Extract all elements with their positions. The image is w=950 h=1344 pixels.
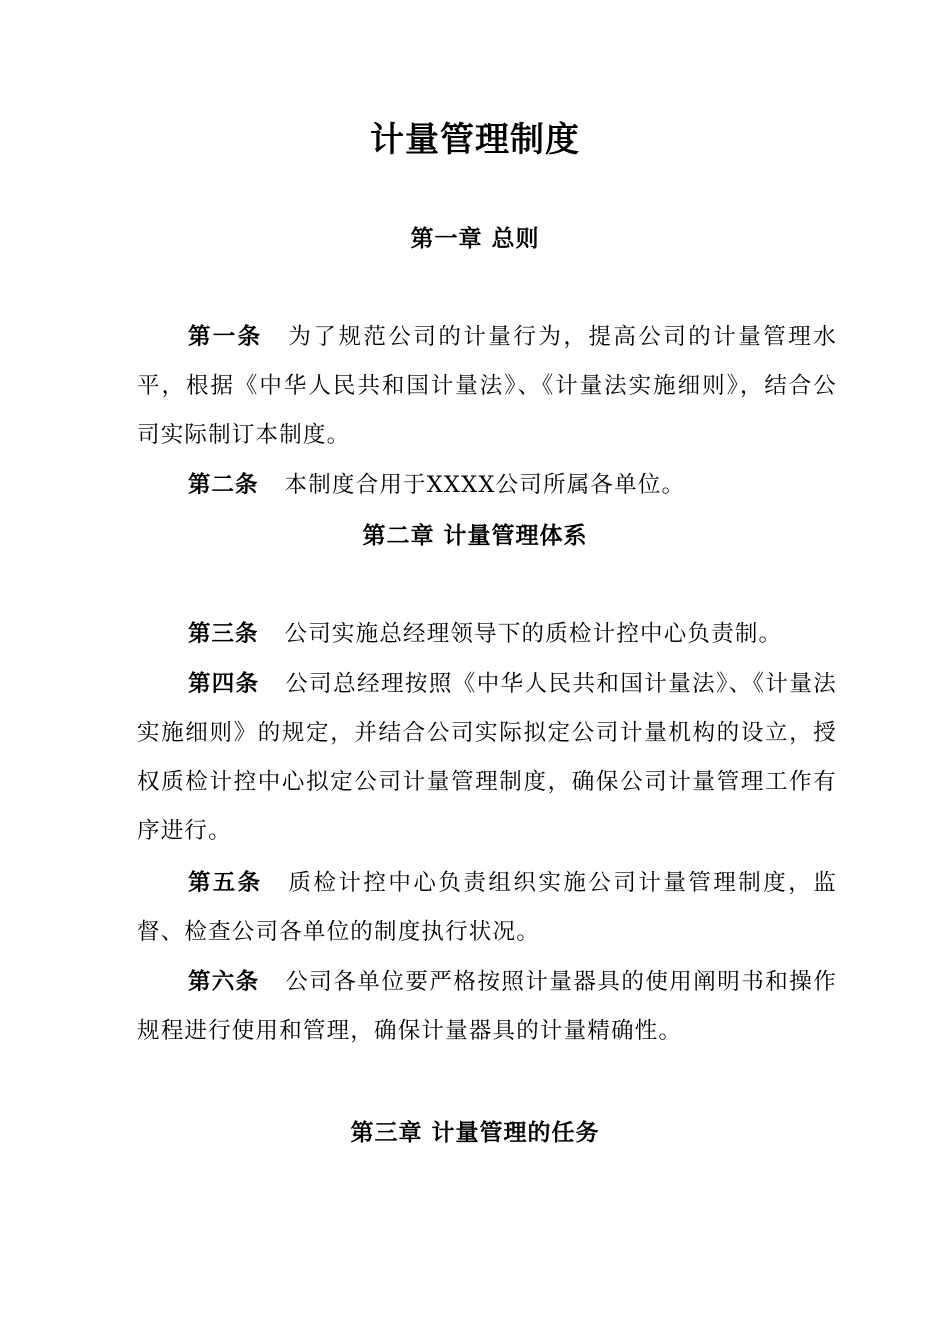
article-3 [137, 610, 837, 659]
article-number: 第五条 [188, 870, 263, 896]
article-text: 公司各单位要严格按照计量器具的使用阐明书和操作规程进行使用和管理，确保计量器具的计量精确性。 [137, 969, 837, 1044]
article-6 [137, 958, 837, 1056]
article-text: 公司总经理按照《中华人民共和国计量法》、《计量法实施细则》的规定，并结合公司实际拟定公司计量机构的设立，授权质检计控中心拟定公司计量管理制度，确保公司计量管理工作有序进行。 [137, 671, 837, 844]
article-number: 第一条 [188, 324, 263, 350]
document-title: 计量管理制度 [370, 120, 580, 160]
article-text: 公司实施总经理领导下的质检计控中心负责制。 [284, 621, 783, 647]
article-number: 第二条 [188, 472, 259, 498]
article-1 [137, 313, 837, 460]
chapter-heading-1: 第一章 总则 [410, 226, 540, 252]
chapter-heading-3: 第三章 计量管理的任务 [350, 1120, 600, 1146]
article-text: 为了规范公司的计量行为，提高公司的计量管理水平，根据《中华人民共和国计量法》、《计量法实施细则》，结合公司实际制订本制度。 [137, 324, 837, 448]
article-5 [137, 859, 837, 957]
article-2 [137, 461, 837, 510]
article-text: 本制度合用于XXXX公司所属各单位。 [284, 472, 686, 498]
article-number: 第六条 [188, 969, 260, 995]
article-number: 第三条 [188, 621, 259, 647]
article-text: 质检计控中心负责组织实施公司计量管理制度，监督、检查公司各单位的制度执行状况。 [137, 870, 837, 945]
article-number: 第四条 [188, 671, 260, 697]
chapter-heading-2: 第二章 计量管理体系 [362, 523, 588, 549]
article-4 [137, 660, 837, 856]
